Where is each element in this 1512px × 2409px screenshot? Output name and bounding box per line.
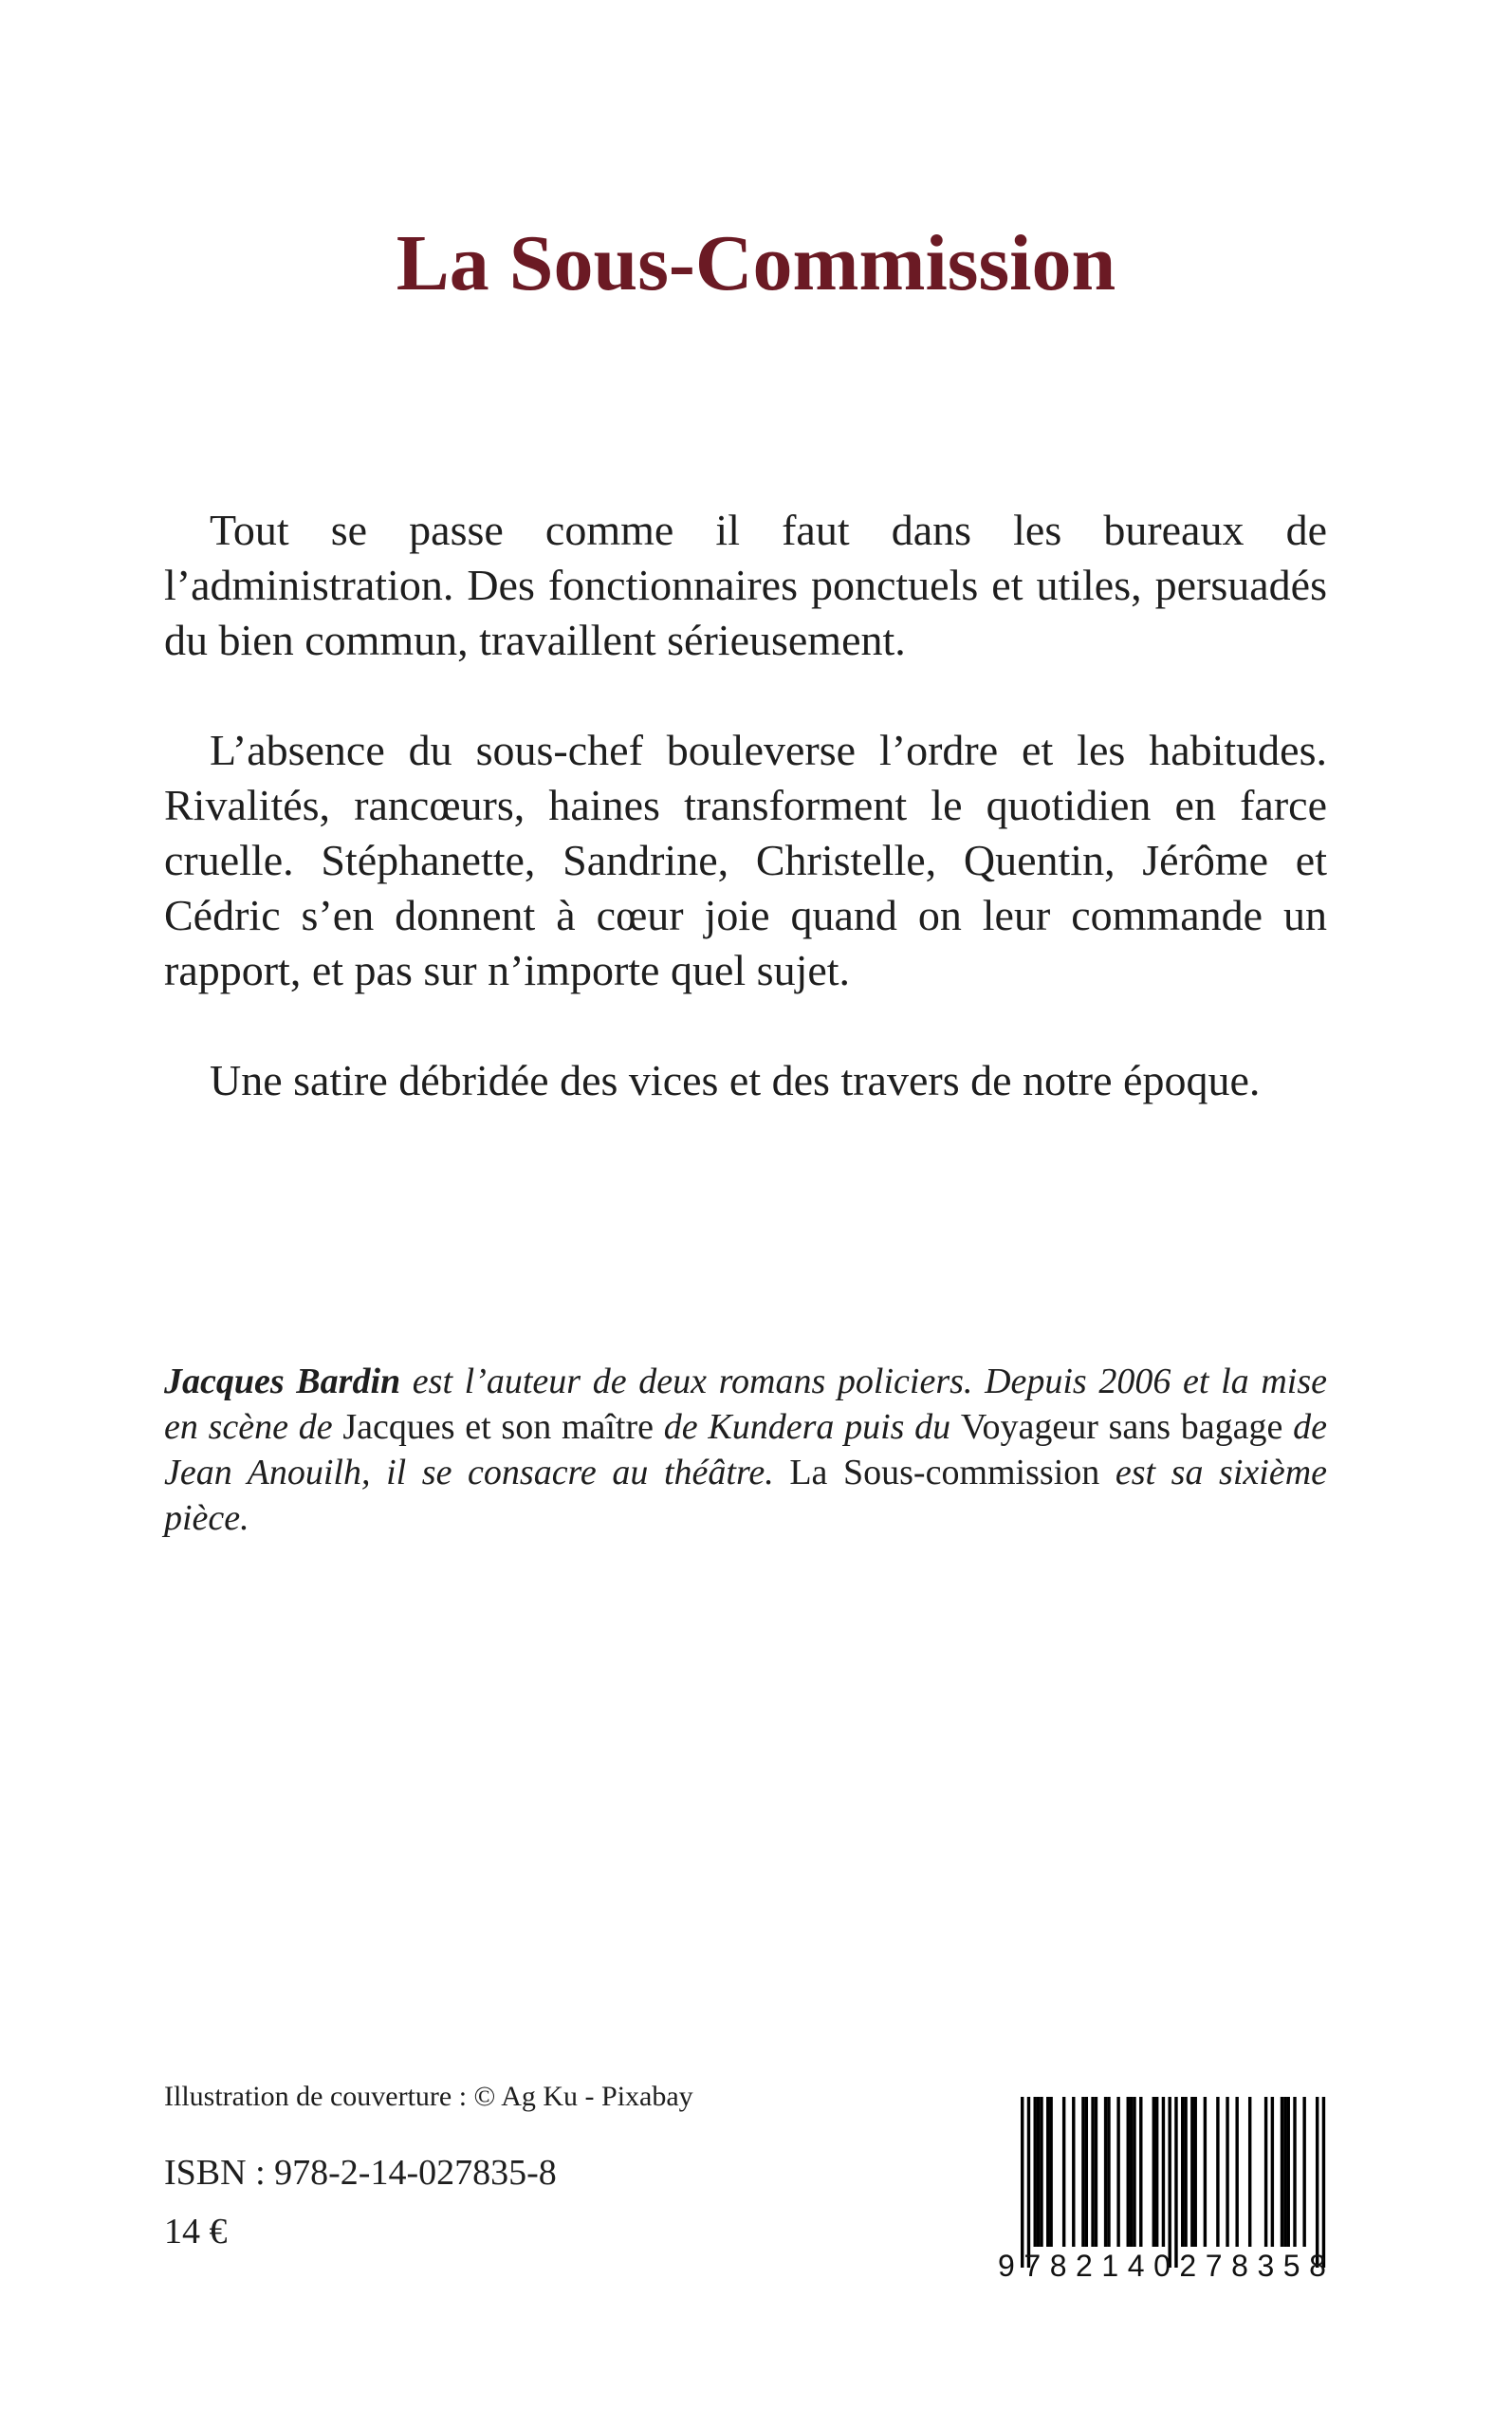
barcode-bar [1116, 2097, 1119, 2247]
barcode-bar [1037, 2097, 1040, 2247]
barcode-bar [1091, 2097, 1094, 2247]
barcode-digit: 3 [1257, 2249, 1275, 2283]
barcode-bar [1133, 2097, 1135, 2247]
barcode-digit: 5 [1282, 2249, 1300, 2283]
bio-text-1: est l’auteur de deux romans policiers. Depuis 2006 et la mise en scène de [164, 1362, 1327, 1447]
barcode-bar [1155, 2097, 1158, 2247]
barcode-bar [1127, 2097, 1130, 2247]
barcode-bar [1322, 2097, 1325, 2268]
barcode-bars [1021, 2097, 1325, 2268]
barcode-bar [1190, 2097, 1193, 2247]
barcode-bar [1226, 2097, 1228, 2247]
barcode-bar [1046, 2097, 1049, 2247]
barcode-bar [1139, 2097, 1142, 2247]
isbn: ISBN : 978-2-14-027835-8 [164, 2153, 557, 2193]
barcode-bar [1181, 2097, 1184, 2247]
barcode-bar [1034, 2097, 1037, 2247]
barcode-digit: 8 [1309, 2249, 1326, 2283]
bio-text-3: de Jean Anouilh, il se consacre au théâtre. [164, 1407, 1327, 1492]
barcode-bar [1281, 2097, 1283, 2247]
barcode-bar [1174, 2097, 1177, 2268]
barcode-bar [1302, 2097, 1305, 2247]
barcode-digit: 8 [1049, 2249, 1067, 2283]
barcode-digit: 0 [1153, 2249, 1171, 2283]
cover-illustration-credit: Illustration de couverture : © Ag Ku - Pixabay [164, 2081, 693, 2112]
barcode-bar [1184, 2097, 1187, 2247]
summary-paragraph-3: Une satire débridée des vices et des travers de notre époque. [210, 1056, 1261, 1104]
barcode-bar [1283, 2097, 1286, 2247]
bio-work-1: Jacques et son maître [342, 1407, 655, 1447]
book-title: La Sous-Commission [396, 219, 1116, 307]
barcode-bar [1062, 2097, 1065, 2247]
barcode-bar [1095, 2097, 1097, 2247]
barcode-bar [1104, 2097, 1107, 2247]
barcode-digit: 8 [1231, 2249, 1248, 2283]
barcode-bar [1152, 2097, 1155, 2247]
barcode-bar [1287, 2097, 1290, 2247]
bio-work-2: Voyageur sans bagage [960, 1407, 1283, 1447]
barcode-bar [1235, 2097, 1238, 2247]
bio-text-4: est sa sixième pièce. [164, 1453, 1328, 1538]
barcode-bar [1204, 2097, 1207, 2247]
barcode [998, 2097, 1326, 2268]
barcode-bar [1168, 2097, 1171, 2268]
barcode-digit: 2 [1076, 2249, 1093, 2283]
barcode-bar [1216, 2097, 1219, 2247]
barcode-digit: 7 [1205, 2249, 1223, 2283]
barcode-bar [1107, 2097, 1110, 2247]
barcode-bar [1130, 2097, 1133, 2247]
bio-text-2: de Kundera puis du [654, 1407, 961, 1447]
author-bio [164, 1359, 1327, 1541]
bio-work-3: La Sous-commission [789, 1453, 1100, 1492]
barcode-bar [1081, 2097, 1084, 2247]
barcode-digit: 1 [1101, 2249, 1119, 2283]
barcode-bar [1040, 2097, 1042, 2247]
barcode-bar [1271, 2097, 1274, 2247]
barcode-digit: 4 [1127, 2249, 1145, 2283]
barcode-bar [1293, 2097, 1296, 2247]
barcode-bar [1194, 2097, 1197, 2247]
barcode-bar [1085, 2097, 1088, 2247]
summary-paragraph-2: L’absence du sous-chef bouleverse l’ordre et les habitudes. Rivalités, rancœurs, haines transforment le quotidien en farce cruelle. Stéphanette, Sandrine, Christelle, Quentin, Jérôme et Cédric s’en donnent à cœur joie quand on leur commande un rapport, et pas sur n’importe quel sujet. [164, 726, 1327, 994]
barcode-bar [1049, 2097, 1052, 2247]
barcode-digit: 9 [998, 2249, 1015, 2283]
barcode-bar [1316, 2097, 1318, 2268]
barcode-bar [1162, 2097, 1165, 2247]
summary-paragraph-1: Tout se passe comme il faut dans les bureaux de l’administration. Des fonctionnaires ponctuels et utiles, persuadés du bien commun, travaillent sérieusement. [164, 506, 1327, 664]
barcode-digit: 2 [1179, 2249, 1197, 2283]
barcode-bar [1021, 2097, 1023, 2268]
barcode-digit: 7 [1023, 2249, 1042, 2283]
barcode-digits [998, 2251, 1326, 2281]
summary [164, 503, 1327, 1163]
price: 14 € [164, 2212, 228, 2251]
barcode-bar [1072, 2097, 1075, 2247]
barcode-bar [1248, 2097, 1251, 2247]
barcode-bar [1264, 2097, 1267, 2247]
author-name: Jacques Bardin [164, 1362, 401, 1401]
barcode-bar [1027, 2097, 1030, 2268]
